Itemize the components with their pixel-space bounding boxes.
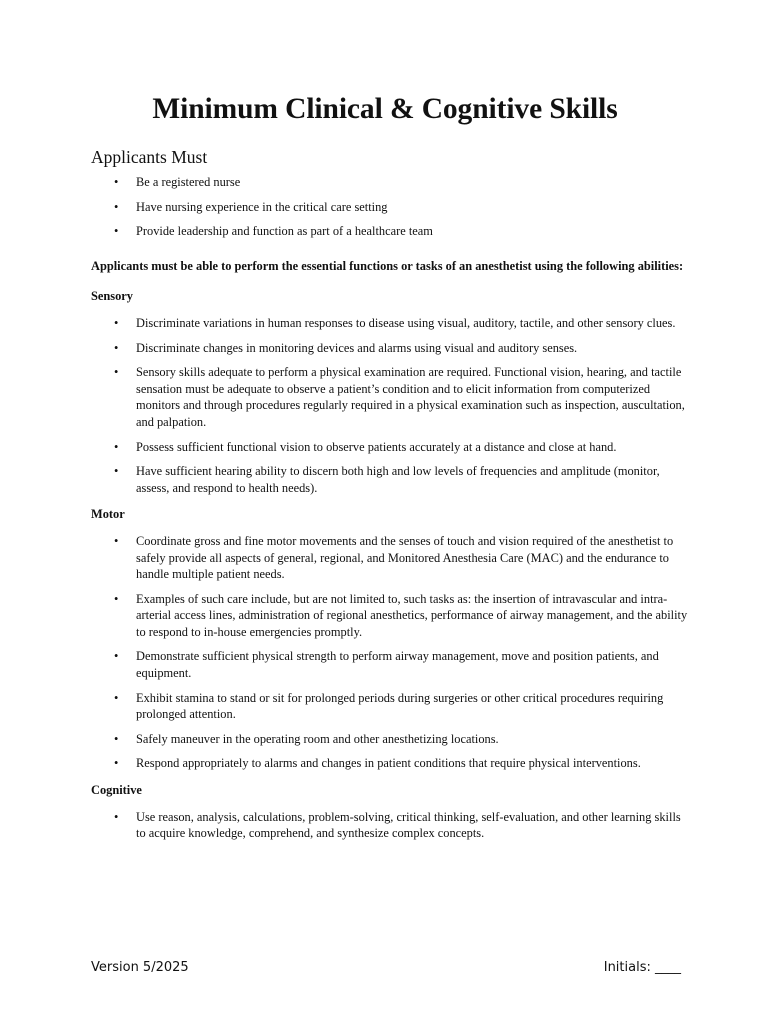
list-item-text: Have sufficient hearing ability to discern both high and low levels of frequencies and amplitude (monitor, assess, and respond to health needs). (136, 464, 660, 495)
list-item (91, 439, 691, 456)
list-item (91, 809, 691, 842)
list-item (91, 174, 691, 191)
bullet-icon: • (114, 809, 119, 824)
list-item-text: Discriminate changes in monitoring devices and alarms using visual and auditory senses. (136, 340, 578, 355)
list-item (91, 364, 691, 430)
bullet-icon: • (114, 649, 119, 664)
bullet-icon: • (114, 591, 119, 606)
list-item (91, 755, 691, 772)
applicants-heading: Applicants Must (91, 147, 208, 167)
motor-list (91, 533, 691, 772)
list-item (91, 648, 691, 681)
list-item-text: Examples of such care include, but are not limited to, such tasks as: the insertion of intravascular and intra-arterial access lines, administration of regional anesthetics, performance of airway management, and the ability to respond to in-house emergencies promptly. (136, 591, 688, 639)
list-item (91, 690, 691, 723)
bullet-icon: • (114, 464, 119, 479)
cognitive-heading: Cognitive (91, 783, 142, 798)
list-item (91, 731, 691, 748)
list-item (91, 533, 691, 583)
list-item (91, 223, 691, 240)
page-title: Minimum Clinical & Cognitive Skills (152, 93, 618, 125)
list-item-text: Use reason, analysis, calculations, problem-solving, critical thinking, self-evaluation, and other learning skills to acquire knowledge, comprehend, and synthesize complex concepts. (136, 809, 681, 841)
list-item-text: Sensory skills adequate to perform a physical examination are required. Functional vision, hearing, and tactile sensation must be adequate to observe a patient’s condition and to elicit information from computerized monitors and through procedures regularly required in a physical examination such as inspection, auscultation, and palpation. (136, 365, 685, 429)
bullet-icon: • (114, 175, 119, 189)
list-item-text: Provide leadership and function as part of a healthcare team (136, 224, 433, 239)
list-item (91, 199, 691, 216)
list-item-text: Safely maneuver in the operating room and other anesthetizing locations. (136, 731, 499, 746)
bullet-icon: • (114, 365, 119, 380)
bullet-icon: • (114, 199, 119, 214)
list-item-text: Be a registered nurse (136, 175, 241, 189)
list-item (91, 340, 691, 357)
list-item-text: Have nursing experience in the critical care setting (136, 199, 388, 214)
list-item-text: Discriminate variations in human responses to disease using visual, auditory, tactile, and other sensory clues. (136, 315, 676, 330)
abilities-intro: Applicants must be able to perform the essential functions or tasks of an anesthetist using the following abilities: (91, 258, 684, 273)
list-item-text: Respond appropriately to alarms and changes in patient conditions that require physical interventions. (136, 756, 641, 771)
bullet-icon: • (114, 224, 119, 239)
sensory-list (91, 315, 691, 496)
bullet-icon: • (114, 439, 119, 454)
initials-field[interactable]: Initials: ____ (603, 960, 681, 975)
bullet-icon: • (114, 533, 119, 548)
cognitive-list (91, 809, 691, 842)
version-label: Version 5/2025 (91, 960, 189, 975)
list-item-text: Possess sufficient functional vision to observe patients accurately at a distance and close at hand. (136, 439, 617, 454)
document-body (91, 146, 691, 852)
applicants-list (91, 174, 691, 240)
list-item-text: Exhibit stamina to stand or sit for prolonged periods during surgeries or other critical procedures requiring prolonged attention. (136, 690, 664, 722)
bullet-icon: • (114, 731, 119, 746)
list-item (91, 463, 691, 496)
list-item (91, 591, 691, 641)
motor-heading: Motor (91, 507, 125, 522)
list-item (91, 315, 691, 332)
list-item-text: Demonstrate sufficient physical strength to perform airway management, move and position patients, and equipment. (136, 649, 659, 681)
sensory-heading: Sensory (91, 289, 133, 304)
list-item-text: Coordinate gross and fine motor movements and the senses of touch and vision required of the anesthetist to safely provide all aspects of general, regional, and Monitored Anesthesia Care (MAC) and the endurance to handle multiple patient needs. (136, 533, 674, 582)
bullet-icon: • (114, 315, 119, 330)
bullet-icon: • (114, 690, 119, 705)
bullet-icon: • (114, 340, 119, 355)
bullet-icon: • (114, 756, 119, 771)
